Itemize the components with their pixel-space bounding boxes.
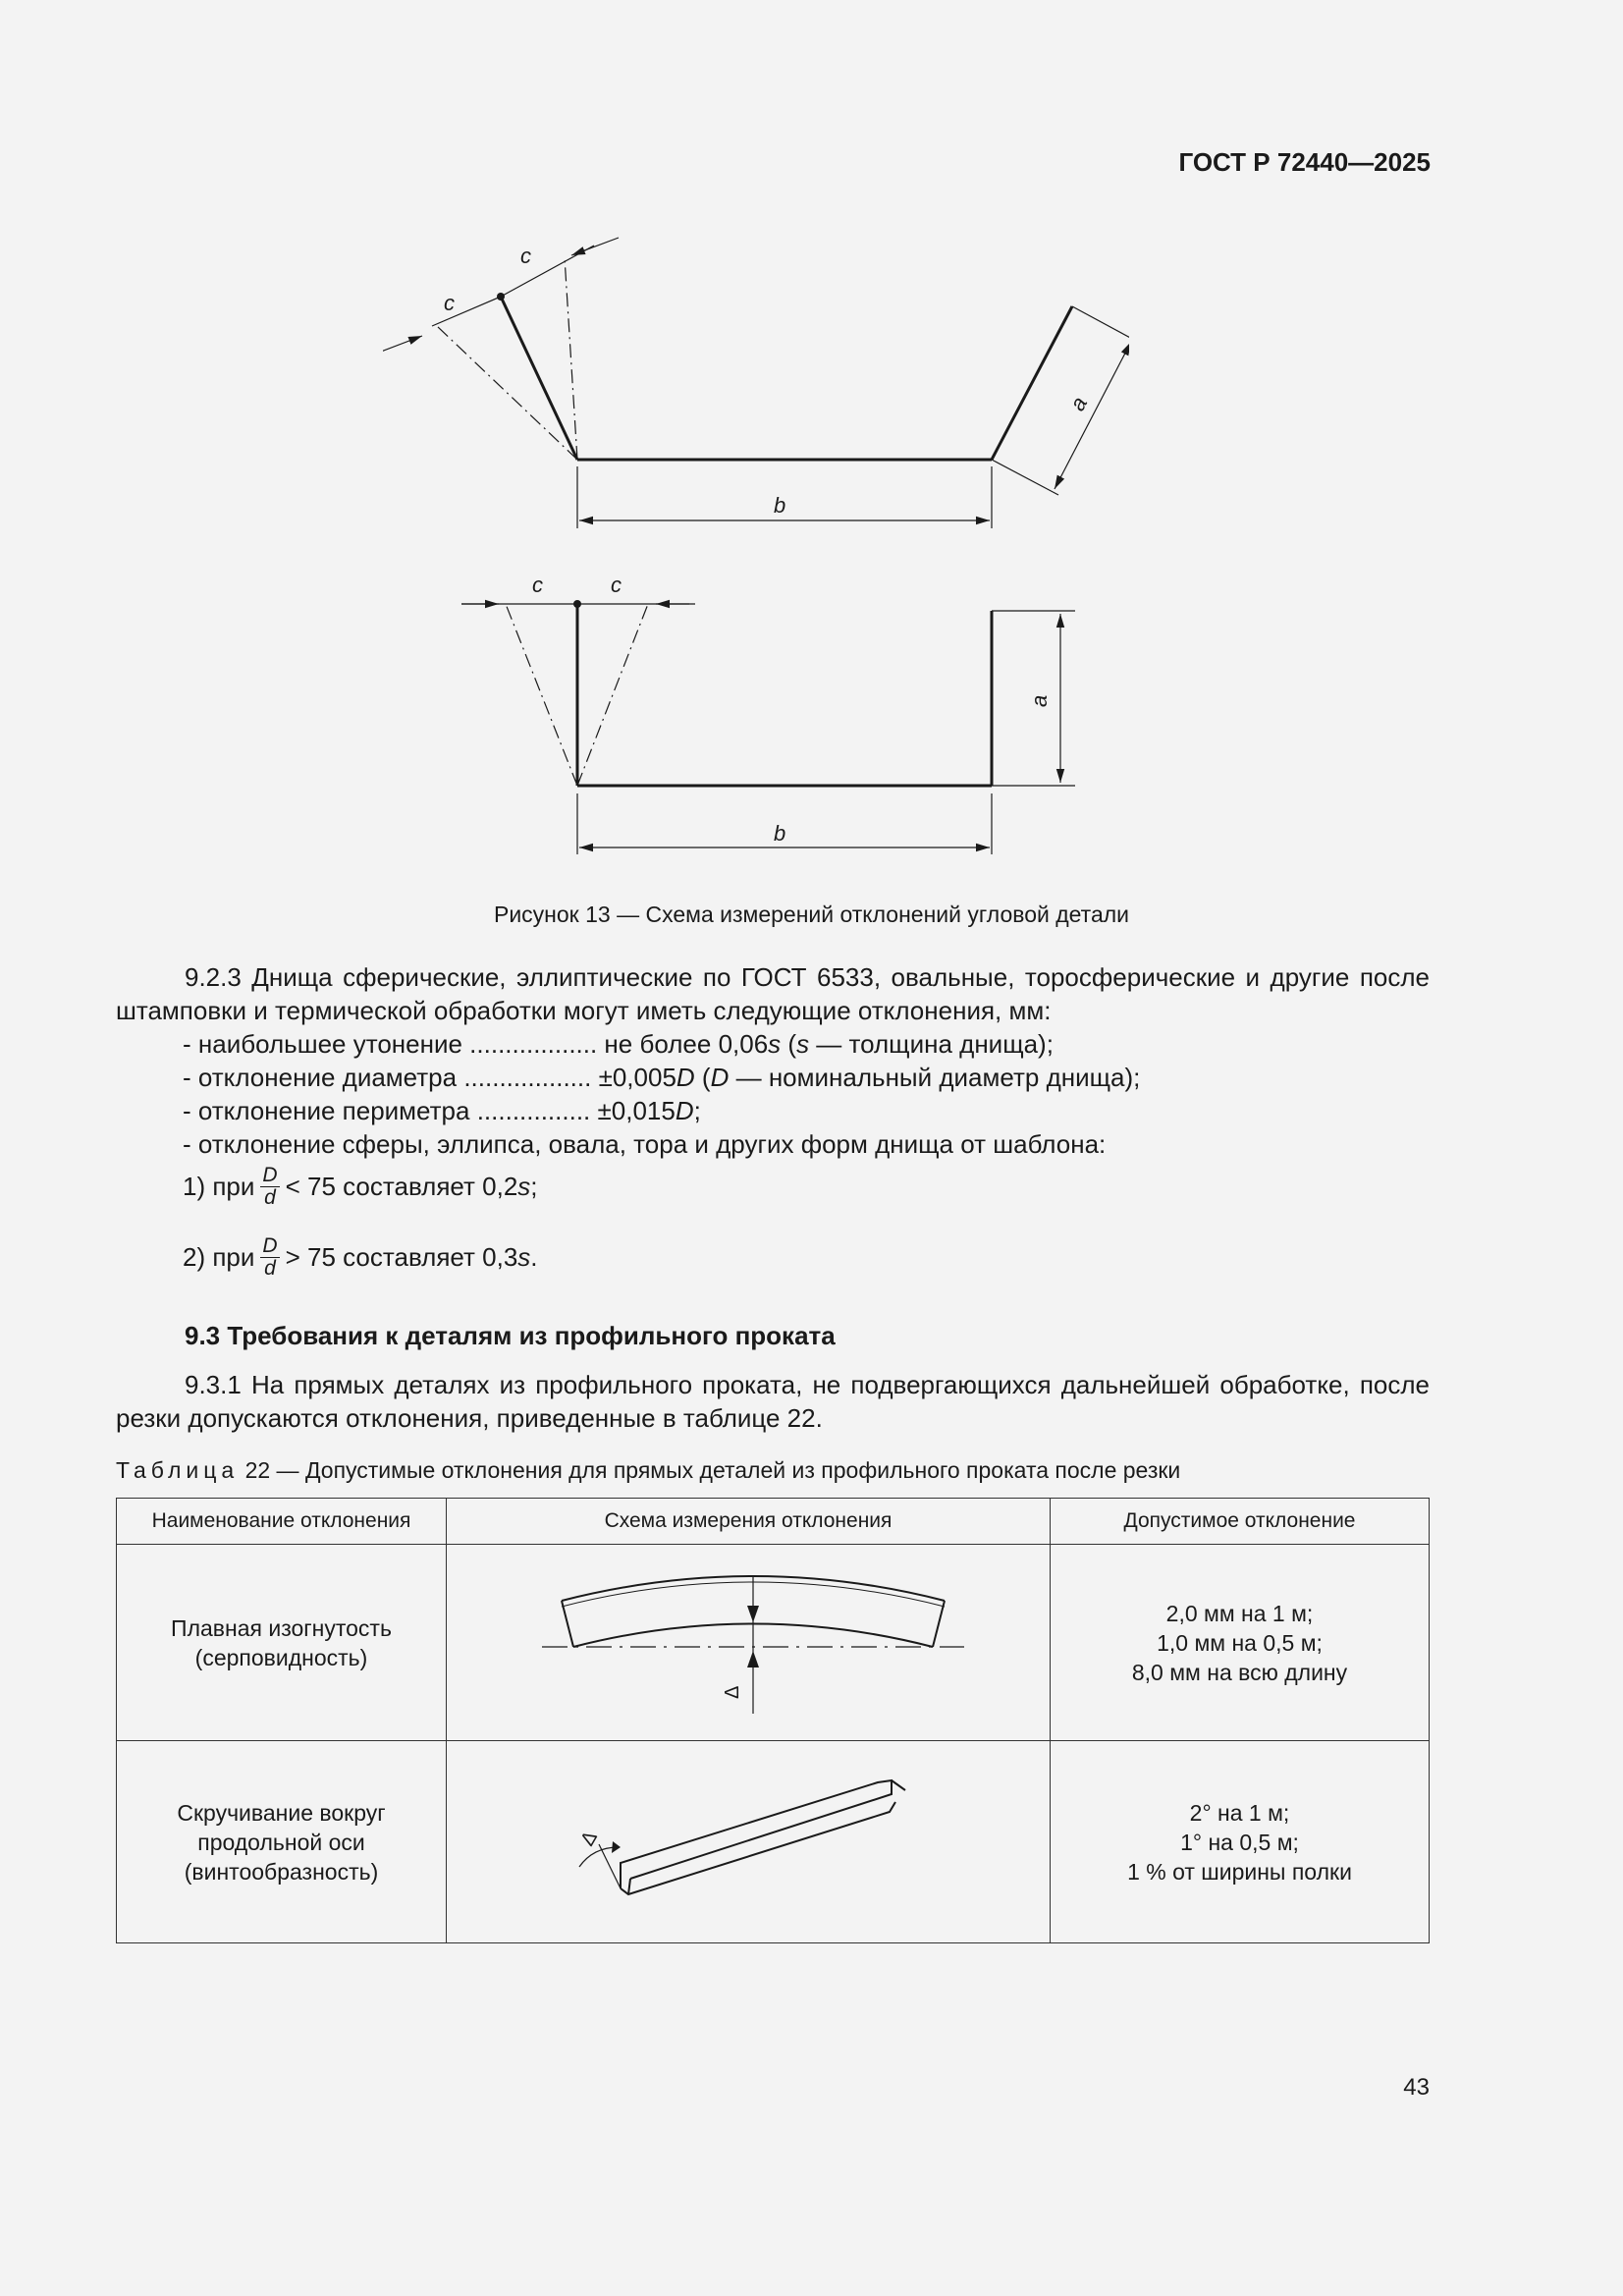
cell-line: продольной оси: [197, 1829, 365, 1855]
deviation-name-cell: [117, 1545, 447, 1741]
allowed-deviation-cell: [1051, 1545, 1430, 1741]
deviation-name-cell: [117, 1741, 447, 1943]
cell-line: 1,0 мм на 0,5 м;: [1157, 1629, 1323, 1656]
cell-line: 1° на 0,5 м;: [1180, 1829, 1299, 1855]
cell-line: 8,0 мм на всю длину: [1131, 1659, 1348, 1685]
twist-scheme: [503, 1751, 994, 1928]
label-b: b: [774, 493, 786, 518]
label-c: c: [444, 291, 455, 315]
fraction: $\frac{D}{d}$: [262, 1234, 278, 1280]
table-row: [117, 1545, 1430, 1741]
label-b: b: [774, 821, 786, 846]
label-c: c: [611, 573, 622, 597]
table-caption: Таблица 22 — Допустимые отклонения для прямых деталей из профильного проката после резки: [116, 1457, 1181, 1483]
cell-line: Плавная изогнутость: [171, 1614, 392, 1641]
list-item: - отклонение диаметра .................. ±0,005D (D — номинальный диаметр днища);: [183, 1063, 1141, 1092]
paragraph-9-2-3: 9.2.3 Днища сферические, эллиптические по ГОСТ 6533, овальные, торосферические и другие после штамповки и термической обработки могут иметь следующие отклонения, мм:: [116, 962, 1430, 1025]
scheme-cell: [447, 1545, 1051, 1741]
figure-caption: Рисунок 13 — Схема измерений отклонений угловой детали: [493, 902, 1130, 927]
label-a: a: [1027, 694, 1052, 707]
cell-line: 2,0 мм на 1 м;: [1165, 1600, 1314, 1626]
figure-13-diagram: [383, 216, 1129, 874]
header-measurement-scheme: Схема измерения отклонения: [447, 1499, 1051, 1545]
document-code: ГОСТ Р 72440—2025: [1178, 147, 1431, 177]
label-a: a: [1064, 392, 1093, 415]
table-22: [116, 1498, 1430, 1943]
label-c: c: [532, 573, 543, 597]
curvature-scheme: [503, 1552, 994, 1728]
cell-line: 2° на 1 м;: [1189, 1799, 1290, 1826]
delta-label: Δ: [722, 1685, 743, 1699]
angled-part-sketch: [383, 238, 1129, 528]
section-title: 9.3 Требования к деталям из профильного проката: [185, 1321, 836, 1350]
condition-1: 1) при $\frac{D}{d}$ < 75 составляет 0,2 s ;: [183, 1164, 538, 1209]
cell-line: (винтообразность): [184, 1858, 379, 1885]
list-item: - наибольшее утонение .................. не более 0,06s (s — толщина днища);: [183, 1029, 1054, 1059]
right-angle-part-sketch: [461, 600, 1075, 854]
fraction: $\frac{D}{d}$: [262, 1164, 278, 1209]
cell-line: Скручивание вокруг: [177, 1799, 386, 1826]
header-allowed-deviation: Допустимое отклонение: [1051, 1499, 1430, 1545]
delta-label: Δ: [576, 1827, 603, 1849]
table-header-row: [117, 1499, 1430, 1545]
list-item: - отклонение периметра ................ ±0,015D;: [183, 1096, 701, 1125]
list-item: - отклонение сферы, эллипса, овала, тора и других форм днища от шаблона:: [183, 1129, 1107, 1159]
table-row: [117, 1741, 1430, 1943]
condition-2: 2) при $\frac{D}{d}$ > 75 составляет 0,3 s .: [183, 1234, 538, 1280]
cell-line: (серповидность): [194, 1644, 368, 1670]
page-number: 43: [1403, 2074, 1430, 2101]
allowed-deviation-cell: [1051, 1741, 1430, 1943]
scheme-cell: [447, 1741, 1051, 1943]
paragraph-9-3-1: 9.3.1 На прямых деталях из профильного проката, не подвергающихся дальнейшей обработке, после резки допускаются отклонения, приведенные в таблице 22.: [116, 1370, 1430, 1433]
header-deviation-name: Наименование отклонения: [117, 1499, 447, 1545]
cell-line: 1 % от ширины полки: [1127, 1858, 1352, 1885]
label-c: c: [520, 244, 531, 268]
